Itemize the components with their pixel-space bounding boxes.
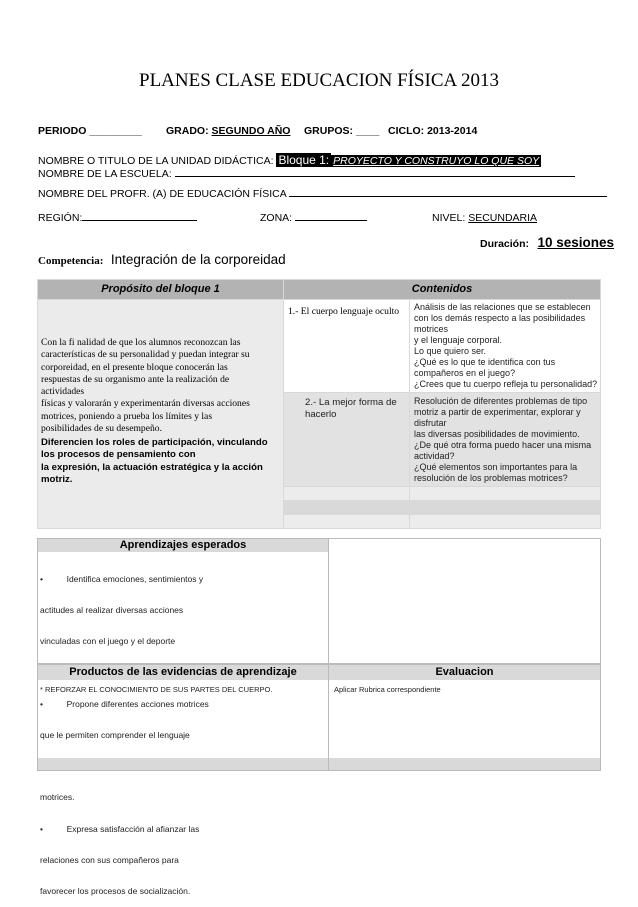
nivel-field — [432, 212, 537, 224]
contenido2-line: disfrutar — [414, 418, 447, 428]
evaluacion-header-label: Evaluacion — [435, 666, 494, 678]
aprendizaje-line: actitudes al realizar diversas acciones — [40, 605, 184, 616]
competencia-field — [38, 251, 286, 269]
proposito-bold-line: los procesos de pensamiento con — [41, 449, 196, 461]
proposito-bold-line: motriz. — [41, 473, 73, 485]
grado-field — [166, 125, 290, 137]
competencia-label: Competencia: — [38, 255, 104, 267]
escuela-field — [38, 168, 590, 180]
zona-field — [260, 212, 367, 224]
empty-cell — [410, 515, 600, 528]
contenido1-line: y el lenguaje corporal. — [414, 335, 503, 345]
column-divider — [328, 539, 329, 663]
empty-footer-cell — [329, 758, 600, 770]
zona-label: ZONA: — [260, 212, 293, 224]
contenido2-line: actividad? — [414, 451, 455, 461]
proposito-bold-text — [41, 437, 281, 486]
aprendizaje-line: relaciones con sus compañeros para — [40, 854, 179, 865]
contenido2-line: ¿De qué otra forma puedo hacer una misma — [414, 440, 592, 450]
contenido2-title-line: hacerlo — [305, 408, 337, 420]
contenido1-line: Análisis de las relaciones que se establecen — [414, 302, 591, 312]
empty-cell — [284, 515, 409, 528]
nivel-label: NIVEL: — [432, 212, 466, 224]
productos-header-label: Productos de las evidencias de aprendizaje — [69, 666, 297, 678]
duracion-label: Duración: — [480, 238, 530, 250]
duracion-value: 10 sesiones — [537, 235, 615, 250]
unidad-label: NOMBRE O TITULO DE LA UNIDAD DIDÁCTICA: — [38, 155, 274, 167]
profesor-line — [289, 196, 607, 197]
region-field — [38, 212, 197, 224]
proposito-line: posibilidades de su desempeño. — [41, 423, 162, 435]
aprendizaje-line: • Expresa satisfacción al afianzar las — [40, 823, 200, 834]
aprendizaje-line: que le permiten comprender el lenguaje — [40, 729, 190, 740]
duracion-field — [480, 234, 614, 252]
contenido2-line: Resolución de diferentes problemas de tipo — [414, 396, 588, 406]
escuela-label: NOMBRE DE LA ESCUELA: — [38, 168, 172, 180]
contenido2-line: resolución de los problemas motrices? — [414, 473, 568, 483]
proposito-line: corporeidad, en el presente bloque conocerán las — [41, 361, 228, 373]
proposito-line: Con la fi nalidad de que los alumnos reconozcan las — [41, 337, 241, 348]
empty-cell — [410, 487, 600, 500]
contenido2-title — [305, 397, 407, 420]
productos-text: * REFORZAR EL CONOCIMIENTO DE SUS PARTES DEL CUERPO. — [40, 685, 273, 694]
contenido1-line: motrices — [414, 324, 449, 334]
proposito-bold-line: la expresión, la actuación estratégica y la acción — [41, 461, 263, 473]
proposito-line: características de su personalidad y puedan integrar su — [41, 349, 250, 361]
contenido2-line: las diversas posibilidades de movimiento. — [414, 429, 580, 439]
escuela-line — [175, 176, 575, 177]
grado-value: SEGUNDO AÑO — [211, 125, 291, 137]
profesor-label: NOMBRE DEL PROFR. (A) DE EDUCACIÓN FÍSICA — [38, 188, 287, 200]
proposito-text — [41, 337, 281, 435]
proposito-line: físicas y valorarán y experimentarán diversas acciones — [41, 398, 250, 410]
aprendizaje-line: motrices. — [40, 792, 75, 803]
contenido2-text — [414, 396, 600, 484]
productos-evaluacion-table — [37, 664, 601, 771]
periodo-value: _________ — [89, 125, 142, 137]
grupos-value: ____ — [355, 125, 380, 137]
evaluacion-text: Aplicar Rubrica correspondiente — [334, 685, 441, 694]
zona-line — [295, 220, 367, 221]
contenidos-header-label: Contenidos — [411, 283, 473, 295]
contenido1-text — [414, 302, 600, 390]
aprendizaje-line: favorecer los procesos de socialización. — [40, 886, 191, 896]
contenido2-line: ¿Qué elementos son importantes para la — [414, 462, 578, 472]
proposito-line: respuestas de su organismo ante la realización de — [41, 373, 230, 385]
contenido1-line: compañeros en el juego? — [414, 368, 516, 378]
aprendizajes-header-label: Aprendizajes esperados — [119, 539, 247, 551]
periodo-label: PERIODO — [38, 125, 87, 137]
empty-footer-cell — [38, 758, 328, 770]
aprendizaje-line: • Identifica emociones, sentimientos y — [40, 573, 204, 584]
ciclo-label: CICLO: 2013-2014 — [388, 125, 478, 137]
contenido1-line: ¿Crees que tu cuerpo refleja tu personalidad? — [414, 379, 598, 389]
profesor-field — [38, 188, 607, 200]
region-label: REGIÓN: — [38, 212, 83, 224]
aprendizaje-line: • Propone diferentes acciones motrices — [40, 698, 209, 709]
grupos-field — [304, 125, 379, 137]
competencia-value: Integración de la corporeidad — [110, 252, 286, 267]
proposito-header-label: Propósito del bloque 1 — [101, 283, 220, 295]
page-title: PLANES CLASE EDUCACION FÍSICA 2013 — [139, 70, 499, 91]
nivel-value: SECUNDARIA — [468, 212, 538, 224]
column-divider — [328, 665, 329, 770]
region-line — [82, 220, 197, 221]
contenido2-line: motriz a partir de experimentar, explorar y — [414, 407, 581, 417]
grado-label: GRADO: — [166, 125, 209, 137]
contenido1-line: ¿Qué es lo que te identifica con tus — [414, 357, 556, 367]
contenido1-title: 1.- El cuerpo lenguaje oculto — [288, 306, 400, 317]
contenido1-line: Lo que quiero ser. — [414, 346, 487, 356]
unidad-field — [38, 153, 541, 167]
contenido1-line: con los demás respecto a las posibilidades — [414, 313, 586, 323]
grupos-label: GRUPOS: — [304, 125, 354, 137]
periodo-field — [38, 125, 142, 137]
aprendizaje-line: vinculadas con el juego y el deporte — [40, 636, 176, 647]
proposito-line: actividades — [41, 386, 85, 398]
bloque-label: Bloque 1: — [278, 153, 330, 167]
contenido2-title-line: 2.- La mejor forma de — [305, 397, 397, 408]
proposito-bold-line: Diferencien los roles de participación, vinculando — [41, 437, 268, 448]
empty-cell — [284, 487, 409, 500]
proposito-line: motrices, poniendo a prueba los límites y las — [41, 410, 213, 422]
unidad-nombre: PROYECTO Y CONSTRUYO LO QUE SOY — [333, 155, 540, 167]
